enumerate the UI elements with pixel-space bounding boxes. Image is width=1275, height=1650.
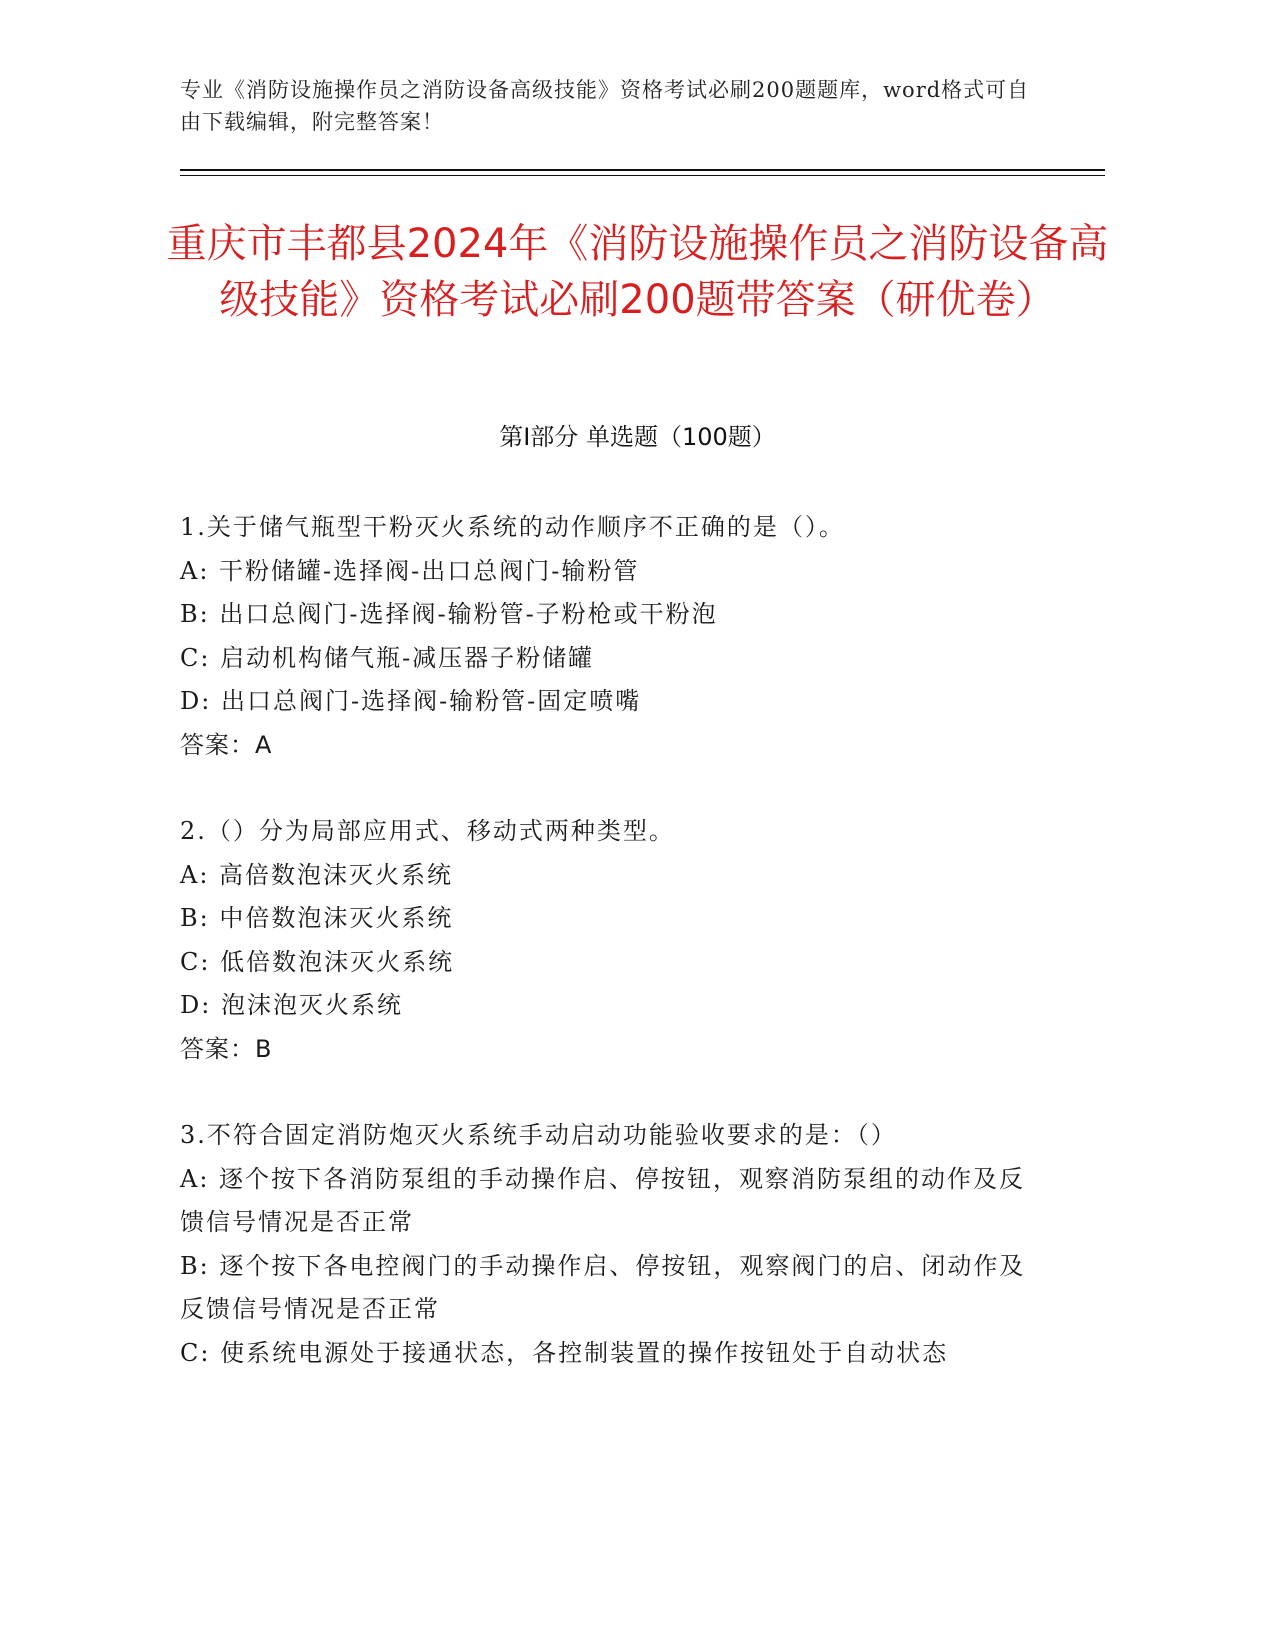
question-2	[180, 810, 1040, 1071]
question-stem: 2.（）分为局部应用式、移动式两种类型。	[180, 817, 675, 845]
question-1	[180, 506, 1040, 767]
option-d: D: 出口总阀门-选择阀-输粉管-固定喷嘴	[180, 687, 642, 715]
option-a: A: 高倍数泡沫灭火系统	[180, 860, 454, 889]
option-d: D: 泡沫泡灭火系统	[180, 991, 403, 1019]
option-c: C: 低倍数泡沫灭火系统	[180, 947, 455, 976]
option-b: B: 中倍数泡沫灭火系统	[180, 904, 454, 932]
option-a: A: 干粉储罐-选择阀-出口总阀门-输粉管	[180, 556, 640, 585]
header-note: 专业《消防设施操作员之消防设备高级技能》资格考试必刷200题题库，word格式可自由下载编辑，附完整答案！	[180, 78, 1030, 134]
option-c: C: 启动机构储气瓶-减压器子粉储罐	[180, 643, 595, 672]
question-3	[180, 1114, 1040, 1375]
option-c: C: 使系统电源处于接通状态，各控制装置的操作按钮处于自动状态	[180, 1338, 949, 1367]
option-a: A: 逐个按下各消防泵组的手动操作启、停按钮，观察消防泵组的动作及反馈信号情况是否正常	[180, 1164, 1026, 1236]
document-title: 重庆市丰都县2024年《消防设施操作员之消防设备高级技能》资格考试必刷200题带答案（研优卷）	[166, 221, 1109, 323]
section-heading: 第Ⅰ部分 单选题（100题）	[499, 423, 776, 451]
option-b: B: 逐个按下各电控阀门的手动操作启、停按钮，观察阀门的启、闭动作及反馈信号情况是否正常	[180, 1251, 1026, 1323]
question-list	[180, 506, 1040, 1418]
answer-label: 答案：B	[180, 1034, 273, 1063]
header-divider-thin	[180, 175, 1105, 176]
question-stem: 3.不符合固定消防炮灭火系统手动启动功能验收要求的是：（）	[180, 1121, 897, 1149]
question-stem: 1.关于储气瓶型干粉灭火系统的动作顺序不正确的是（）。	[180, 513, 845, 541]
header-divider-thick	[180, 169, 1105, 171]
answer-label: 答案：A	[180, 730, 273, 759]
option-b: B: 出口总阀门-选择阀-输粉管-子粉枪或干粉泡	[180, 600, 718, 628]
